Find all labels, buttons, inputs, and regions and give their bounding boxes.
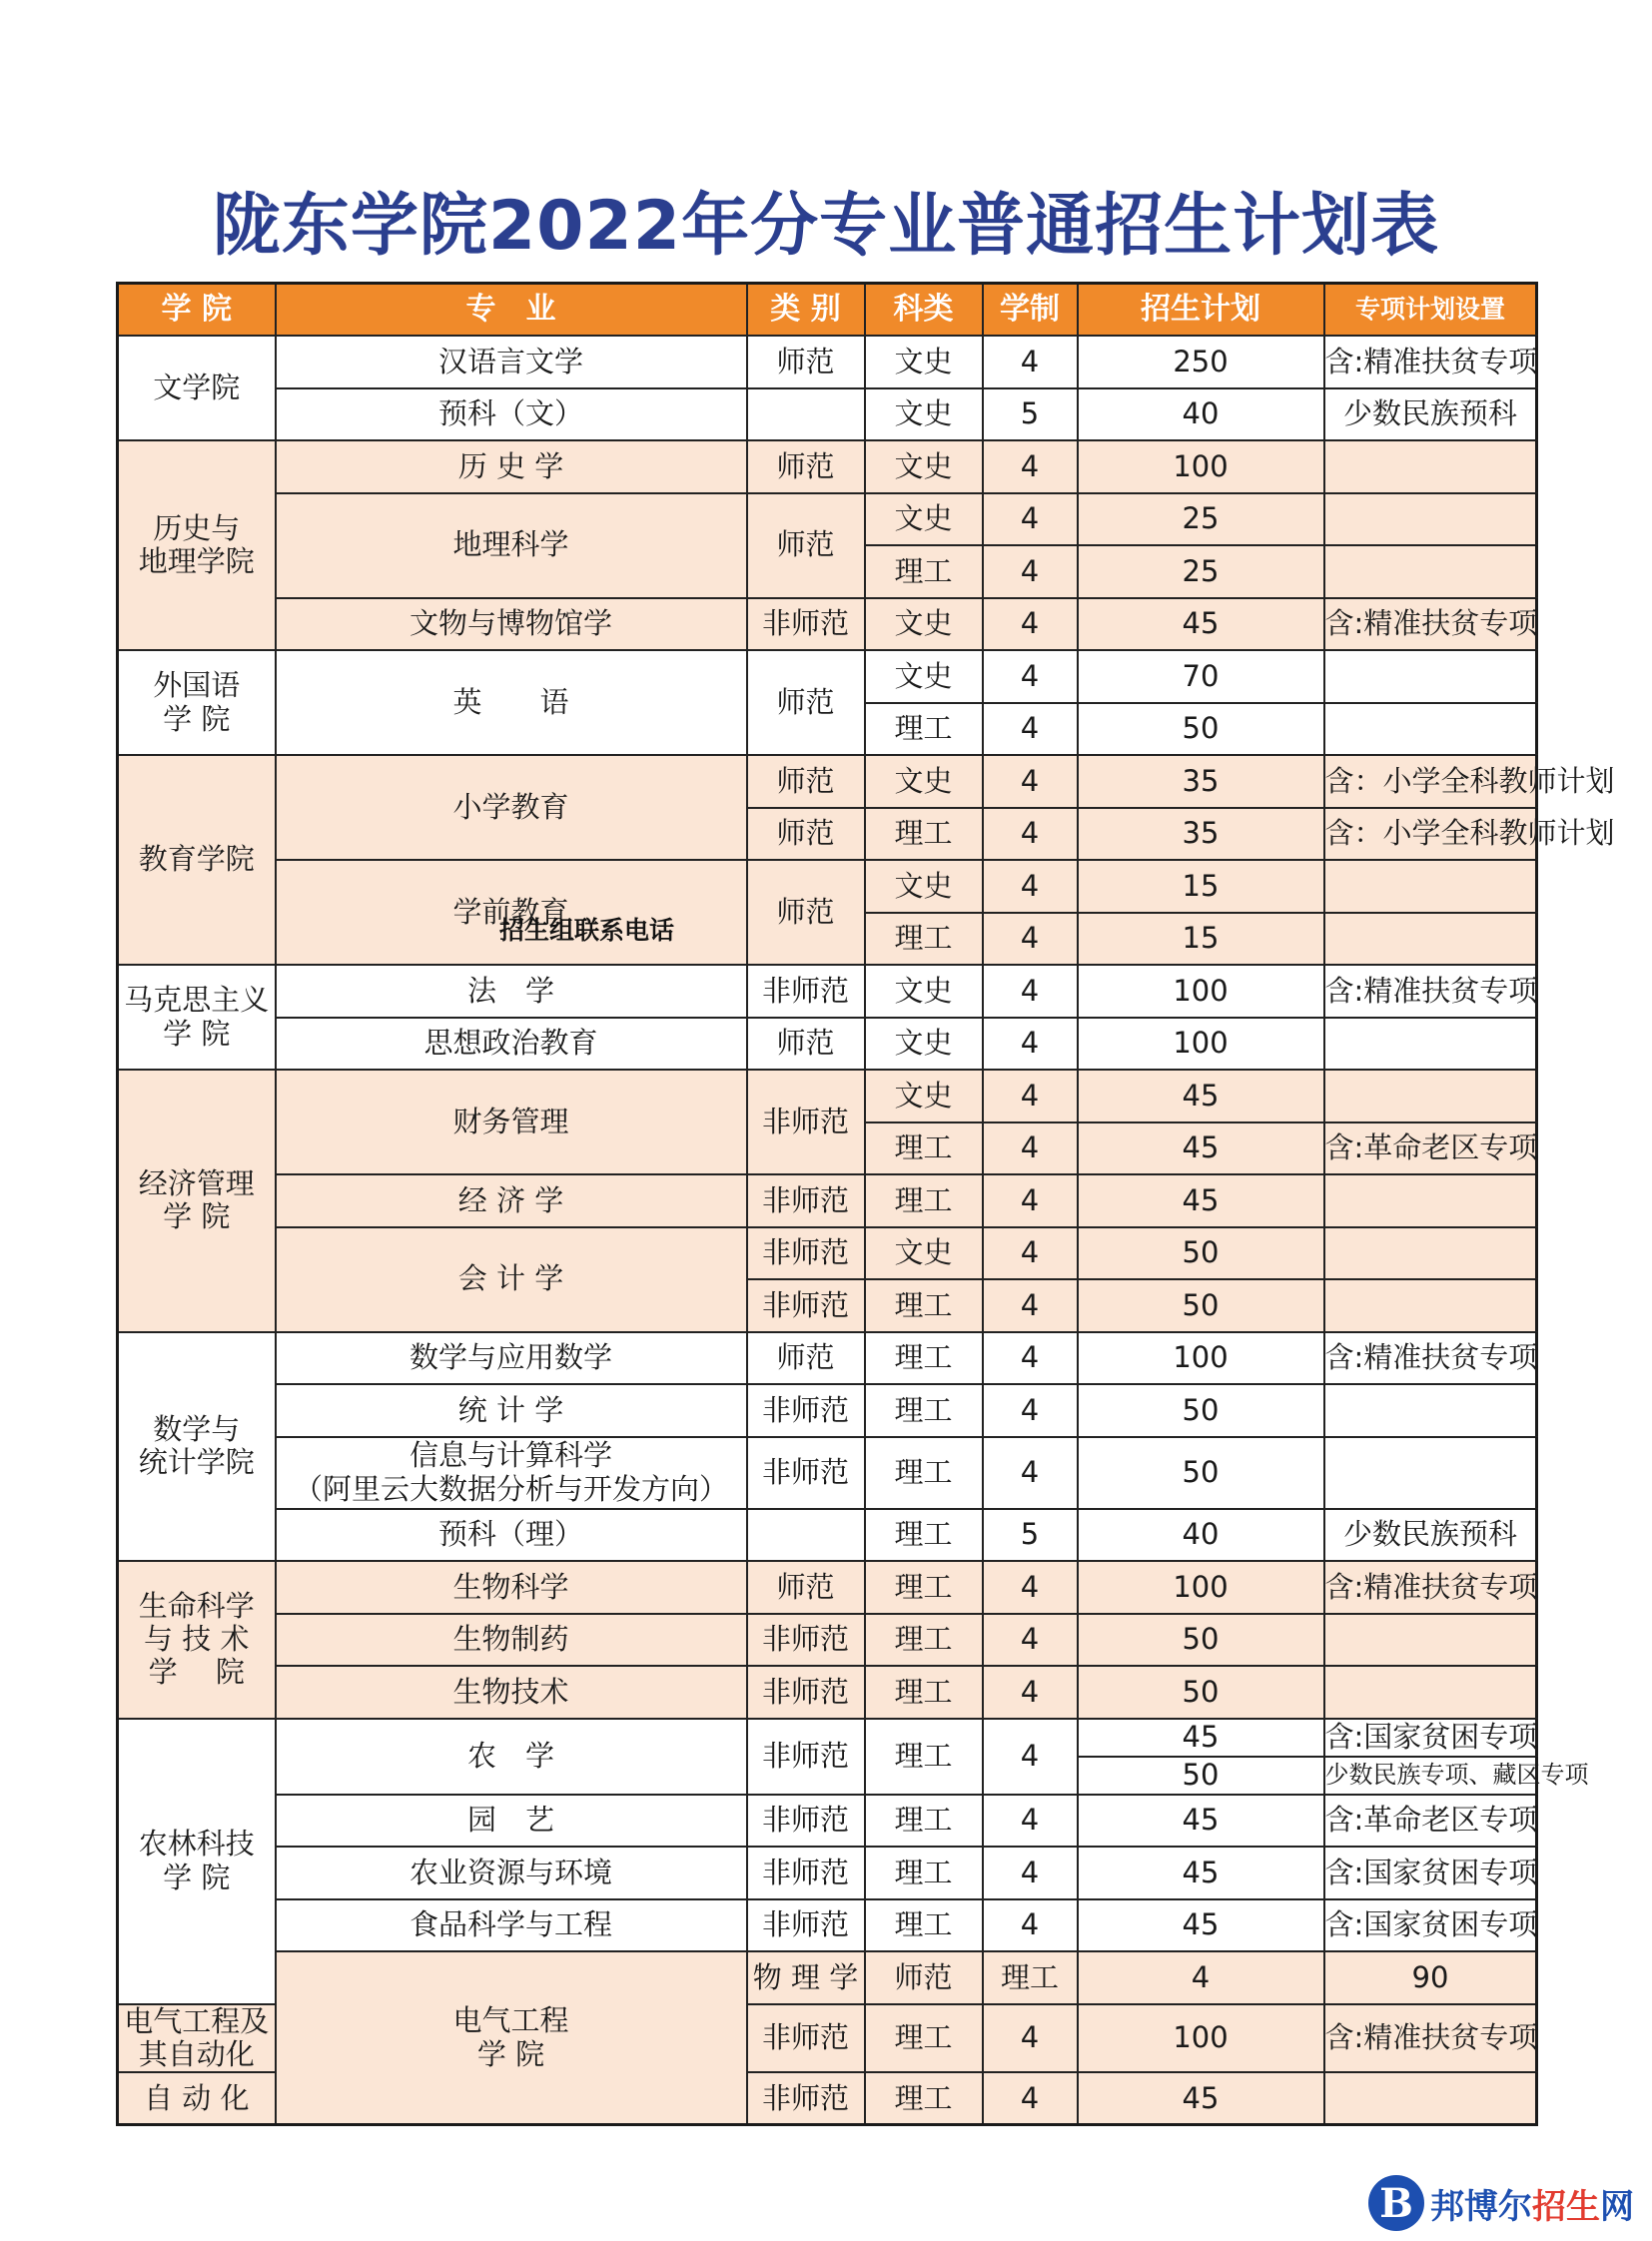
- major-cell: 思想政治教育: [276, 1018, 747, 1071]
- plan-cell: 50: [1078, 1614, 1324, 1667]
- note-cell: 含:精准扶贫专项: [1324, 2004, 1537, 2073]
- table-row: [118, 755, 1537, 808]
- type-cell: 师范: [747, 860, 865, 965]
- subject-cell: 文史: [865, 388, 983, 441]
- major-cell: 信息与计算科学 （阿里云大数据分析与开发方向）: [276, 1437, 747, 1509]
- years-cell: 4: [983, 2072, 1078, 2125]
- note-cell: [1324, 1437, 1537, 1509]
- years-cell: 4: [983, 965, 1078, 1018]
- note-cell: [1324, 1279, 1537, 1332]
- subject-cell: 理工: [865, 1561, 983, 1614]
- note-cell: [1324, 650, 1537, 703]
- subject-cell: 理工: [865, 913, 983, 966]
- major-cell: 学前教育: [276, 860, 747, 965]
- subject-cell: 理工: [865, 1795, 983, 1848]
- note-cell: 含：小学全科教师计划: [1324, 808, 1537, 861]
- plan-cell: 50: [1078, 1757, 1324, 1795]
- major-cell: 小学教育: [276, 755, 747, 860]
- table-row: [118, 1227, 1537, 1280]
- years-cell: 4: [983, 493, 1078, 546]
- subject-cell: 文史: [865, 336, 983, 388]
- plan-cell: 100: [1078, 1561, 1324, 1614]
- years-cell: 4: [983, 1847, 1078, 1899]
- years-cell: 4: [983, 1795, 1078, 1848]
- plan-cell: 50: [1078, 1227, 1324, 1280]
- header-type: 类 别: [747, 284, 865, 337]
- subject-cell: 理工: [983, 1951, 1078, 2004]
- table-row: [118, 1899, 1537, 1952]
- major-cell: 园 艺: [276, 1795, 747, 1848]
- table-row: [118, 1437, 1537, 1509]
- subject-cell: 理工: [865, 1666, 983, 1719]
- years-cell: 4: [983, 1561, 1078, 1614]
- table-row: [118, 1951, 1537, 2004]
- note-cell: 含:精准扶贫专项: [1324, 1561, 1537, 1614]
- years-cell: 4: [983, 1614, 1078, 1667]
- college-cell: 生命科学 与 技 术 学 院: [118, 1561, 276, 1719]
- college-cell: 教育学院: [118, 755, 276, 965]
- note-cell: 含:精准扶贫专项: [1324, 336, 1537, 388]
- note-cell: [1324, 1174, 1537, 1227]
- table-row: [118, 336, 1537, 388]
- college-cell: 经济管理 学 院: [118, 1070, 276, 1332]
- type-cell: 非师范: [747, 965, 865, 1018]
- type-cell: 非师范: [747, 1847, 865, 1899]
- table-row: [118, 1174, 1537, 1227]
- plan-cell: 15: [1078, 913, 1324, 966]
- years-cell: 4: [983, 1279, 1078, 1332]
- table-row: [118, 1614, 1537, 1667]
- subject-cell: 理工: [865, 1174, 983, 1227]
- years-cell: 4: [983, 1719, 1078, 1795]
- watermark: [1368, 2175, 1634, 2231]
- type-cell: 师范: [747, 1018, 865, 1071]
- subject-cell: 理工: [865, 2072, 983, 2125]
- subject-cell: 理工: [865, 808, 983, 861]
- major-cell: 财务管理: [276, 1070, 747, 1174]
- years-cell: 4: [983, 1666, 1078, 1719]
- table-row: [118, 1332, 1537, 1385]
- plan-cell: 50: [1078, 703, 1324, 756]
- note-cell: [1324, 440, 1537, 493]
- subject-cell: 文史: [865, 860, 983, 913]
- major-cell: 统 计 学: [276, 1384, 747, 1437]
- table-row: [118, 1847, 1537, 1899]
- plan-cell: 45: [1078, 1899, 1324, 1952]
- plan-cell: 25: [1078, 493, 1324, 546]
- note-cell: [1324, 1384, 1537, 1437]
- major-cell: 生物制药: [276, 1614, 747, 1667]
- type-cell: 师范: [747, 336, 865, 388]
- note-cell: 含:精准扶贫专项: [1324, 1332, 1537, 1385]
- major-cell: 历 史 学: [276, 440, 747, 493]
- plan-cell: 35: [1078, 755, 1324, 808]
- years-cell: 4: [1078, 1951, 1324, 2004]
- plan-cell: 45: [1078, 1719, 1324, 1757]
- major-cell: 预科（理）: [276, 1509, 747, 1562]
- table-row: [118, 1666, 1537, 1719]
- type-cell: 非师范: [747, 1384, 865, 1437]
- college-cell: 文学院: [118, 336, 276, 440]
- header-subject: 科类: [865, 284, 983, 337]
- major-cell: 生物科学: [276, 1561, 747, 1614]
- type-cell: 非师范: [747, 1279, 865, 1332]
- subject-cell: 文史: [865, 1227, 983, 1280]
- type-cell: 师范: [865, 1951, 983, 2004]
- major-cell: 汉语言文学: [276, 336, 747, 388]
- subject-cell: 文史: [865, 1018, 983, 1071]
- subject-cell: 理工: [865, 1437, 983, 1509]
- major-cell: 数学与应用数学: [276, 1332, 747, 1385]
- major-cell: 经 济 学: [276, 1174, 747, 1227]
- major-cell: 文物与博物馆学: [276, 598, 747, 651]
- enrollment-plan-table: [116, 282, 1615, 2126]
- plan-cell: 50: [1078, 1384, 1324, 1437]
- years-cell: 4: [983, 1384, 1078, 1437]
- college-cell: 历史与 地理学院: [118, 440, 276, 650]
- note-cell: 含:精准扶贫专项: [1324, 598, 1537, 651]
- plan-cell: 40: [1078, 388, 1324, 441]
- note-cell: [1324, 860, 1537, 913]
- plan-cell: 45: [1078, 598, 1324, 651]
- plan-cell: 50: [1078, 1437, 1324, 1509]
- type-cell: 师范: [747, 493, 865, 598]
- watermark-text-red: 招生: [1532, 2186, 1600, 2227]
- plan-cell: 45: [1078, 1174, 1324, 1227]
- type-cell: 非师范: [747, 2004, 865, 2073]
- table-row: [118, 1070, 1537, 1122]
- years-cell: 4: [983, 1332, 1078, 1385]
- table-row: [118, 1509, 1537, 1562]
- plan-cell: 70: [1078, 650, 1324, 703]
- type-cell: 非师范: [747, 1227, 865, 1280]
- type-cell: [747, 388, 865, 441]
- type-cell: 师范: [747, 1332, 865, 1385]
- note-cell: [1324, 1018, 1537, 1071]
- watermark-text: [1430, 2179, 1634, 2228]
- major-cell: 生物技术: [276, 1666, 747, 1719]
- table-row: [118, 650, 1537, 703]
- note-cell: 少数民族预科: [1324, 1509, 1537, 1562]
- years-cell: 4: [983, 1070, 1078, 1122]
- years-cell: 4: [983, 755, 1078, 808]
- years-cell: 4: [983, 808, 1078, 861]
- note-cell: [1324, 703, 1537, 756]
- table-row: [118, 860, 1537, 913]
- college-cell: 农林科技 学 院: [118, 1719, 276, 2004]
- subject-cell: 理工: [865, 1719, 983, 1795]
- subject-cell: 理工: [865, 1279, 983, 1332]
- plan-cell: 45: [1078, 1070, 1324, 1122]
- note-cell: [1324, 493, 1537, 546]
- plan-cell: 100: [1078, 440, 1324, 493]
- page-title: 陇东学院2022年分专业普通招生计划表: [212, 187, 1440, 266]
- watermark-text-blue2: 网: [1600, 2186, 1634, 2227]
- type-cell: 师范: [747, 650, 865, 755]
- subject-cell: 理工: [865, 1509, 983, 1562]
- note-cell: 少数民族预科: [1324, 388, 1537, 441]
- major-cell: 预科（文）: [276, 388, 747, 441]
- major-cell: 物 理 学: [747, 1951, 865, 2004]
- major-cell: 农业资源与环境: [276, 1847, 747, 1899]
- subject-cell: 理工: [865, 703, 983, 756]
- plan-cell: 45: [1078, 2072, 1324, 2125]
- years-cell: 4: [983, 913, 1078, 966]
- years-cell: 4: [983, 1227, 1078, 1280]
- table-row: [118, 388, 1537, 441]
- subject-cell: 文史: [865, 755, 983, 808]
- note-cell: [1324, 1666, 1537, 1719]
- major-cell: 会 计 学: [276, 1227, 747, 1332]
- note-cell: 含：小学全科教师计划: [1324, 755, 1537, 808]
- subject-cell: 理工: [865, 1899, 983, 1952]
- plan-cell: 100: [1078, 1332, 1324, 1385]
- note-cell: 含:革命老区专项: [1324, 1795, 1537, 1848]
- table-row: [118, 965, 1537, 1018]
- years-cell: 4: [983, 1899, 1078, 1952]
- major-cell: 法 学: [276, 965, 747, 1018]
- subject-cell: 理工: [865, 1332, 983, 1385]
- plan-cell: 25: [1078, 545, 1324, 598]
- plan-cell: 100: [1078, 2004, 1324, 2073]
- plan-cell: 250: [1078, 336, 1324, 388]
- watermark-text-blue: 邦博尔: [1430, 2186, 1532, 2227]
- years-cell: 4: [983, 1174, 1078, 1227]
- subject-cell: 理工: [865, 1384, 983, 1437]
- major-cell: 食品科学与工程: [276, 1899, 747, 1952]
- header-major: 专 业: [276, 284, 747, 337]
- type-cell: 非师范: [747, 1899, 865, 1952]
- note-cell: [1324, 1227, 1537, 1280]
- note-cell: 含:国家贫困专项: [1324, 1899, 1537, 1952]
- plan-cell: 45: [1078, 1795, 1324, 1848]
- type-cell: 非师范: [747, 1719, 865, 1795]
- years-cell: 4: [983, 598, 1078, 651]
- subject-cell: 文史: [865, 493, 983, 546]
- note-cell: 含:革命老区专项: [1324, 1122, 1537, 1175]
- years-cell: 5: [983, 388, 1078, 441]
- header-years: 学制: [983, 284, 1078, 337]
- subject-cell: 文史: [865, 965, 983, 1018]
- note-cell: [1324, 1070, 1537, 1122]
- years-cell: 4: [983, 703, 1078, 756]
- note-cell: [1324, 2072, 1537, 2125]
- note-cell: [1324, 545, 1537, 598]
- subject-cell: 文史: [865, 1070, 983, 1122]
- header-college: 学 院: [118, 284, 276, 337]
- plan-cell: 100: [1078, 1018, 1324, 1071]
- note-cell: 含:国家贫困专项: [1324, 1719, 1537, 1757]
- years-cell: 4: [983, 650, 1078, 703]
- table-row: [118, 598, 1537, 651]
- major-cell: 地理科学: [276, 493, 747, 598]
- table-row: [118, 493, 1537, 546]
- type-cell: 非师范: [747, 1795, 865, 1848]
- table-row: [118, 440, 1537, 493]
- subject-cell: 理工: [865, 2004, 983, 2073]
- plan-cell: 50: [1078, 1666, 1324, 1719]
- years-cell: 4: [983, 2004, 1078, 2073]
- table-header-row: [118, 284, 1537, 337]
- plan-cell: 45: [1078, 1847, 1324, 1899]
- type-cell: [747, 1509, 865, 1562]
- subject-cell: 理工: [865, 1122, 983, 1175]
- years-cell: 4: [983, 1122, 1078, 1175]
- table-row: [118, 1795, 1537, 1848]
- plan-cell: 100: [1078, 965, 1324, 1018]
- table-row: [118, 1561, 1537, 1614]
- subject-cell: 文史: [865, 440, 983, 493]
- subject-cell: 文史: [865, 598, 983, 651]
- type-cell: 非师范: [747, 2072, 865, 2125]
- plan-cell: 45: [1078, 1122, 1324, 1175]
- major-cell: 电气工程及其自动化: [118, 2004, 276, 2073]
- years-cell: 4: [983, 336, 1078, 388]
- subject-cell: 理工: [865, 545, 983, 598]
- years-cell: 4: [983, 440, 1078, 493]
- type-cell: 师范: [747, 755, 865, 808]
- type-cell: 非师范: [747, 1437, 865, 1509]
- note-cell: 含:精准扶贫专项: [1324, 965, 1537, 1018]
- type-cell: 非师范: [747, 598, 865, 651]
- overlay-contact-text: 招生组联系电话: [499, 916, 675, 945]
- type-cell: 非师范: [747, 1666, 865, 1719]
- watermark-logo-icon: B: [1368, 2175, 1424, 2231]
- years-cell: 4: [983, 1437, 1078, 1509]
- plan-cell: 35: [1078, 808, 1324, 861]
- note-cell: 少数民族专项、藏区专项: [1324, 1757, 1537, 1795]
- years-cell: 4: [983, 1018, 1078, 1071]
- header-note: 专项计划设置: [1324, 284, 1537, 337]
- table-row: [118, 1018, 1537, 1071]
- note-cell: 含:国家贫困专项: [1324, 1847, 1537, 1899]
- years-cell: 4: [983, 860, 1078, 913]
- major-cell: 自 动 化: [118, 2072, 276, 2125]
- years-cell: 5: [983, 1509, 1078, 1562]
- subject-cell: 理工: [865, 1614, 983, 1667]
- table-row: [118, 1384, 1537, 1437]
- subject-cell: 理工: [865, 1847, 983, 1899]
- note-cell: [1324, 1614, 1537, 1667]
- major-cell: 农 学: [276, 1719, 747, 1795]
- subject-cell: 文史: [865, 650, 983, 703]
- header-plan: 招生计划: [1078, 284, 1324, 337]
- college-cell: 电气工程 学 院: [276, 1951, 747, 2125]
- type-cell: 非师范: [747, 1174, 865, 1227]
- plan-cell: 50: [1078, 1279, 1324, 1332]
- type-cell: 师范: [747, 808, 865, 861]
- type-cell: 师范: [747, 440, 865, 493]
- plan-cell: 40: [1078, 1509, 1324, 1562]
- table-row: [118, 1719, 1537, 1757]
- college-cell: 数学与 统计学院: [118, 1332, 276, 1562]
- type-cell: 师范: [747, 1561, 865, 1614]
- type-cell: 非师范: [747, 1070, 865, 1174]
- major-cell: 英 语: [276, 650, 747, 755]
- plan-cell: 90: [1324, 1951, 1537, 2004]
- years-cell: 4: [983, 545, 1078, 598]
- plan-cell: 15: [1078, 860, 1324, 913]
- college-cell: 马克思主义 学 院: [118, 965, 276, 1070]
- note-cell: [1324, 913, 1537, 966]
- type-cell: 非师范: [747, 1614, 865, 1667]
- college-cell: 外国语 学 院: [118, 650, 276, 755]
